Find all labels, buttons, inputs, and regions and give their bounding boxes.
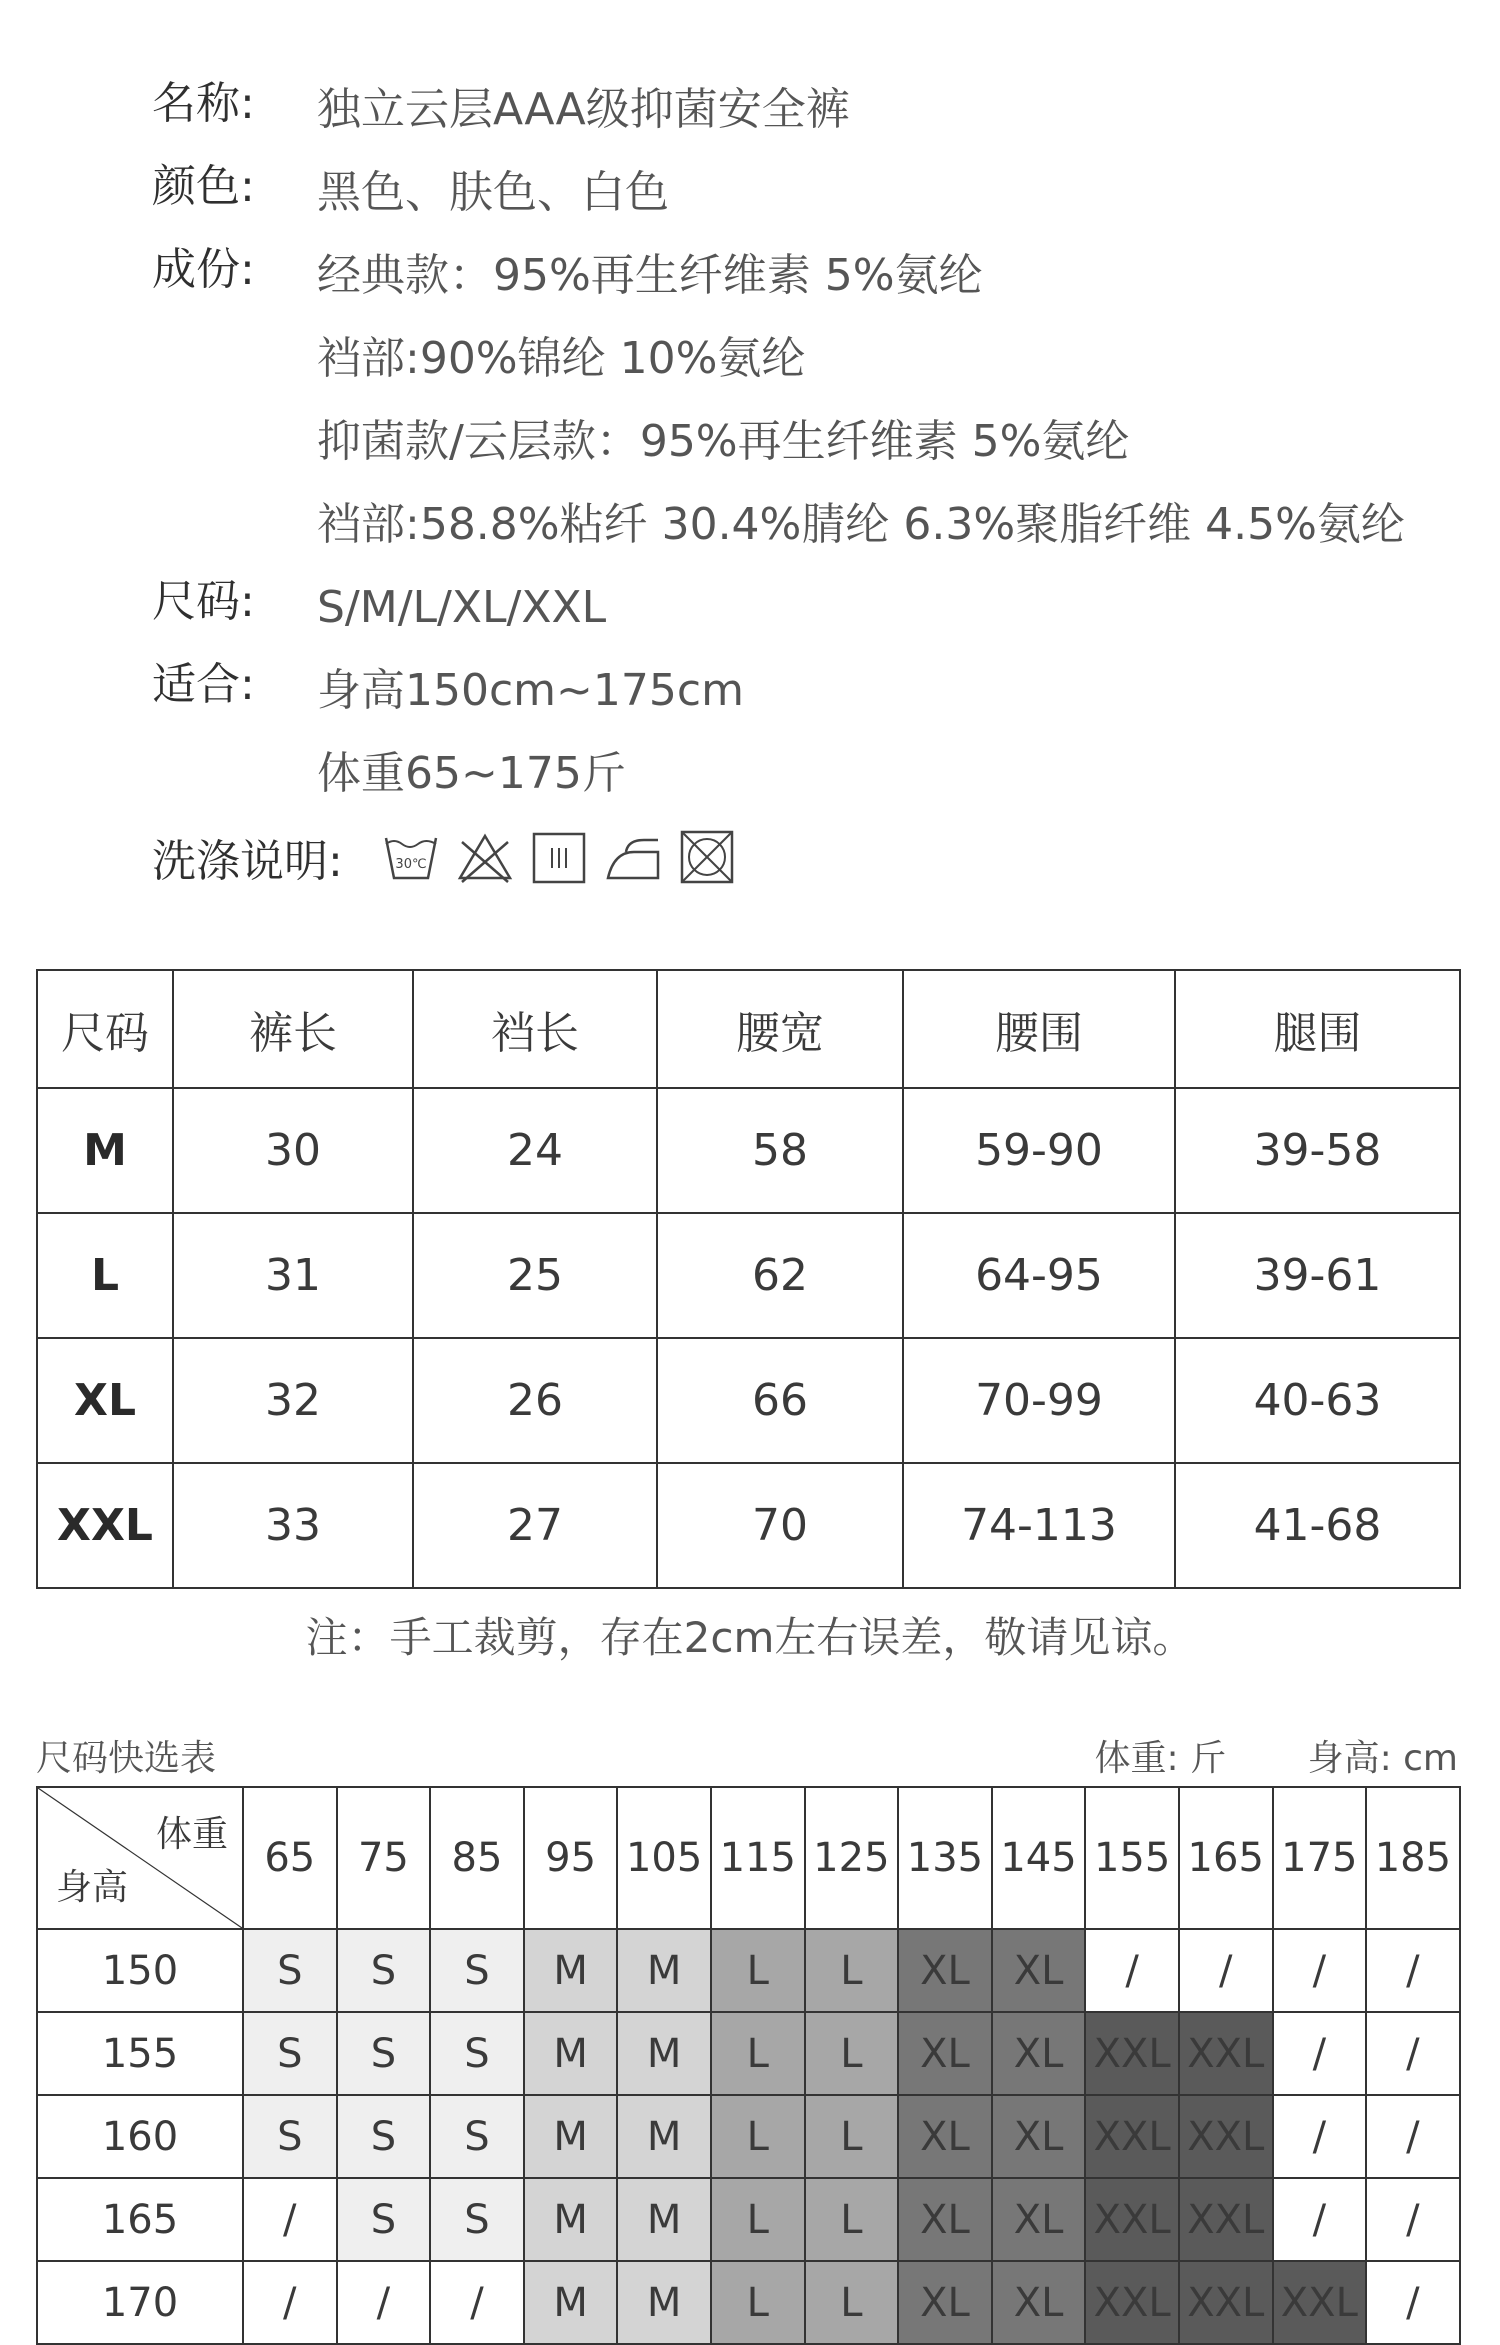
table-cell: 25 xyxy=(413,1213,657,1338)
material-label: 成份: xyxy=(152,244,255,295)
size-cell: / xyxy=(337,2261,431,2344)
height-cell: 170 xyxy=(37,2261,243,2344)
size-cell: L xyxy=(805,2178,899,2261)
height-cell: 165 xyxy=(37,2178,243,2261)
size-cell: XL xyxy=(898,2012,992,2095)
size-cell: / xyxy=(1366,2095,1460,2178)
quick-table-units xyxy=(1025,1730,1458,1781)
size-cell: / xyxy=(1366,1929,1460,2012)
size-cell: L xyxy=(711,2178,805,2261)
size-cell: XXL xyxy=(1085,2012,1179,2095)
quick-table-body xyxy=(37,1929,1460,2344)
table-row xyxy=(37,1463,1460,1588)
wash-label: 洗涤说明: xyxy=(152,835,343,887)
weight-header: 155 xyxy=(1085,1787,1179,1929)
size-table xyxy=(36,969,1461,1589)
size-cell: S xyxy=(430,1929,524,2012)
size-cell: M xyxy=(524,2095,618,2178)
size-cell: L xyxy=(805,2095,899,2178)
unit-height: 身高: cm xyxy=(1307,1738,1458,1779)
table-cell: 41-68 xyxy=(1175,1463,1460,1588)
size-cell: M xyxy=(524,2261,618,2344)
size-cell: XL xyxy=(992,2261,1086,2344)
weight-header: 75 xyxy=(337,1787,431,1929)
table-cell: 31 xyxy=(173,1213,413,1338)
size-cell: S xyxy=(243,2012,337,2095)
corner-weight-label: 体重 xyxy=(155,1814,228,1855)
size-cell: XL xyxy=(992,1929,1086,2012)
size-cell: L xyxy=(805,2261,899,2344)
iron-icon xyxy=(604,828,662,886)
weight-header: 85 xyxy=(430,1787,524,1929)
size-cell: XXL xyxy=(1085,2261,1179,2344)
size-value: S/M/L/XL/XXL xyxy=(317,582,607,633)
size-cell: XL xyxy=(992,2178,1086,2261)
size-cell: XL xyxy=(992,2012,1086,2095)
weight-header: 135 xyxy=(898,1787,992,1929)
table-cell: 58 xyxy=(657,1088,903,1213)
name-label: 名称: xyxy=(152,78,255,129)
weight-header: 185 xyxy=(1366,1787,1460,1929)
size-cell: / xyxy=(1273,2178,1367,2261)
size-cell: M xyxy=(617,2012,711,2095)
size-cell: S xyxy=(337,2095,431,2178)
size-row xyxy=(152,566,1452,649)
size-cell: / xyxy=(1366,2012,1460,2095)
size-cell: M xyxy=(617,2178,711,2261)
table-cell: 40-63 xyxy=(1175,1338,1460,1463)
color-value: 黑色、肤色、白色 xyxy=(317,167,669,218)
table-row xyxy=(37,1088,1460,1213)
size-cell: M xyxy=(524,2012,618,2095)
material-line: 抑菌款/云层款：95%再生纤维素 5%氨纶 xyxy=(317,416,1130,467)
table-cell: 70 xyxy=(657,1463,903,1588)
size-cell: L xyxy=(805,1929,899,2012)
size-cell: M xyxy=(617,2261,711,2344)
quick-table-header xyxy=(37,1787,1460,1929)
material-row xyxy=(152,234,1452,566)
quick-table-title: 尺码快选表 xyxy=(36,1738,217,1779)
wash-row xyxy=(152,815,1452,898)
size-cell: / xyxy=(430,2261,524,2344)
wash-icons xyxy=(382,828,736,886)
size-cell: XL xyxy=(37,1338,173,1463)
table-cell: 62 xyxy=(657,1213,903,1338)
size-label: 尺码: xyxy=(152,576,255,627)
table-cell: 30 xyxy=(173,1088,413,1213)
material-line: 裆部:90%锦纶 10%氨纶 xyxy=(317,333,806,384)
weight-header: 175 xyxy=(1273,1787,1367,1929)
header-thigh: 腿围 xyxy=(1175,970,1460,1088)
weight-header: 105 xyxy=(617,1787,711,1929)
fit-height: 身高150cm~175cm xyxy=(317,665,744,716)
size-cell: / xyxy=(1273,1929,1367,2012)
header-waist: 腰围 xyxy=(903,970,1175,1088)
size-cell: S xyxy=(243,1929,337,2012)
table-cell: 70-99 xyxy=(903,1338,1175,1463)
weight-header: 115 xyxy=(711,1787,805,1929)
size-cell: XXL xyxy=(1179,2178,1273,2261)
unit-weight: 体重: 斤 xyxy=(1094,1738,1227,1779)
wash-30c-icon xyxy=(382,828,440,886)
table-cell: 33 xyxy=(173,1463,413,1588)
size-cell: XL xyxy=(898,2261,992,2344)
table-cell: 32 xyxy=(173,1338,413,1463)
weight-header: 145 xyxy=(992,1787,1086,1929)
table-cell: 39-58 xyxy=(1175,1088,1460,1213)
material-line: 裆部:58.8%粘纤 30.4%腈纶 6.3%聚脂纤维 4.5%氨纶 xyxy=(317,499,1405,550)
size-cell: S xyxy=(337,2012,431,2095)
weight-header: 95 xyxy=(524,1787,618,1929)
table-row xyxy=(37,1338,1460,1463)
size-cell: L xyxy=(711,1929,805,2012)
size-cell: M xyxy=(617,2095,711,2178)
size-cell: XXL xyxy=(1179,2261,1273,2344)
size-cell: XL xyxy=(898,2178,992,2261)
size-cell: S xyxy=(337,1929,431,2012)
size-cell: S xyxy=(430,2095,524,2178)
table-cell: 66 xyxy=(657,1338,903,1463)
table-cell: 39-61 xyxy=(1175,1213,1460,1338)
weight-header: 65 xyxy=(243,1787,337,1929)
size-cell: M xyxy=(617,1929,711,2012)
size-cell: XXL xyxy=(1085,2178,1179,2261)
size-cell: XL xyxy=(898,1929,992,2012)
size-cell: L xyxy=(711,2261,805,2344)
table-row xyxy=(37,2095,1460,2178)
table-cell: 59-90 xyxy=(903,1088,1175,1213)
table-row xyxy=(37,1213,1460,1338)
size-cell: / xyxy=(1273,2012,1367,2095)
fit-label: 适合: xyxy=(152,659,255,710)
table-row xyxy=(37,1929,1460,2012)
size-cell: S xyxy=(430,2012,524,2095)
size-cell: / xyxy=(1179,1929,1273,2012)
material-line: 经典款：95%再生纤维素 5%氨纶 xyxy=(317,250,983,301)
size-cell: XXL xyxy=(37,1463,173,1588)
size-cell: S xyxy=(337,2178,431,2261)
size-cell: / xyxy=(1273,2095,1367,2178)
note-text: 注：手工裁剪，存在2cm左右误差，敬请见谅。 xyxy=(305,1613,1195,1662)
header-crotch-length: 裆长 xyxy=(413,970,657,1088)
product-info xyxy=(152,68,1452,898)
size-cell: / xyxy=(1366,2261,1460,2344)
size-cell: XXL xyxy=(1273,2261,1367,2344)
size-table-header xyxy=(37,970,1460,1088)
table-cell: 26 xyxy=(413,1338,657,1463)
svg-text:30℃: 30℃ xyxy=(395,856,427,872)
weight-header: 125 xyxy=(805,1787,899,1929)
no-bleach-icon xyxy=(456,828,514,886)
table-row xyxy=(37,2012,1460,2095)
size-cell: S xyxy=(430,2178,524,2261)
size-cell: XXL xyxy=(1179,2012,1273,2095)
size-cell: / xyxy=(243,2178,337,2261)
size-cell: XXL xyxy=(1179,2095,1273,2178)
size-cell: / xyxy=(1366,2178,1460,2261)
size-cell: S xyxy=(243,2095,337,2178)
name-row xyxy=(152,68,1452,151)
size-cell: XXL xyxy=(1085,2095,1179,2178)
header-pants-length: 裤长 xyxy=(173,970,413,1088)
no-dry-clean-icon xyxy=(678,828,736,886)
fit-weight: 体重65~175斤 xyxy=(317,748,626,799)
size-cell: M xyxy=(524,1929,618,2012)
size-cell: / xyxy=(1085,1929,1179,2012)
table-cell: 74-113 xyxy=(903,1463,1175,1588)
size-cell: / xyxy=(243,2261,337,2344)
size-cell: XL xyxy=(992,2095,1086,2178)
weight-header: 165 xyxy=(1179,1787,1273,1929)
size-cell: M xyxy=(37,1088,173,1213)
size-cell: XL xyxy=(898,2095,992,2178)
header-size: 尺码 xyxy=(37,970,173,1088)
table-cell: 24 xyxy=(413,1088,657,1213)
quick-select-table xyxy=(36,1786,1461,2345)
corner-height-label: 身高 xyxy=(56,1867,129,1908)
size-cell: L xyxy=(711,2095,805,2178)
table-row xyxy=(37,2178,1460,2261)
size-cell: M xyxy=(524,2178,618,2261)
tumble-dry-icon xyxy=(530,828,588,886)
height-cell: 150 xyxy=(37,1929,243,2012)
height-cell: 160 xyxy=(37,2095,243,2178)
table-row xyxy=(37,2261,1460,2344)
header-waist-width: 腰宽 xyxy=(657,970,903,1088)
size-cell: L xyxy=(711,2012,805,2095)
height-cell: 155 xyxy=(37,2012,243,2095)
color-label: 颜色: xyxy=(152,161,255,212)
fit-row xyxy=(152,649,1452,815)
size-cell: L xyxy=(37,1213,173,1338)
name-value: 独立云层AAA级抑菌安全裤 xyxy=(317,84,850,135)
table-cell: 64-95 xyxy=(903,1213,1175,1338)
table-cell: 27 xyxy=(413,1463,657,1588)
corner-cell xyxy=(37,1787,243,1929)
color-row xyxy=(152,151,1452,234)
size-cell: L xyxy=(805,2012,899,2095)
